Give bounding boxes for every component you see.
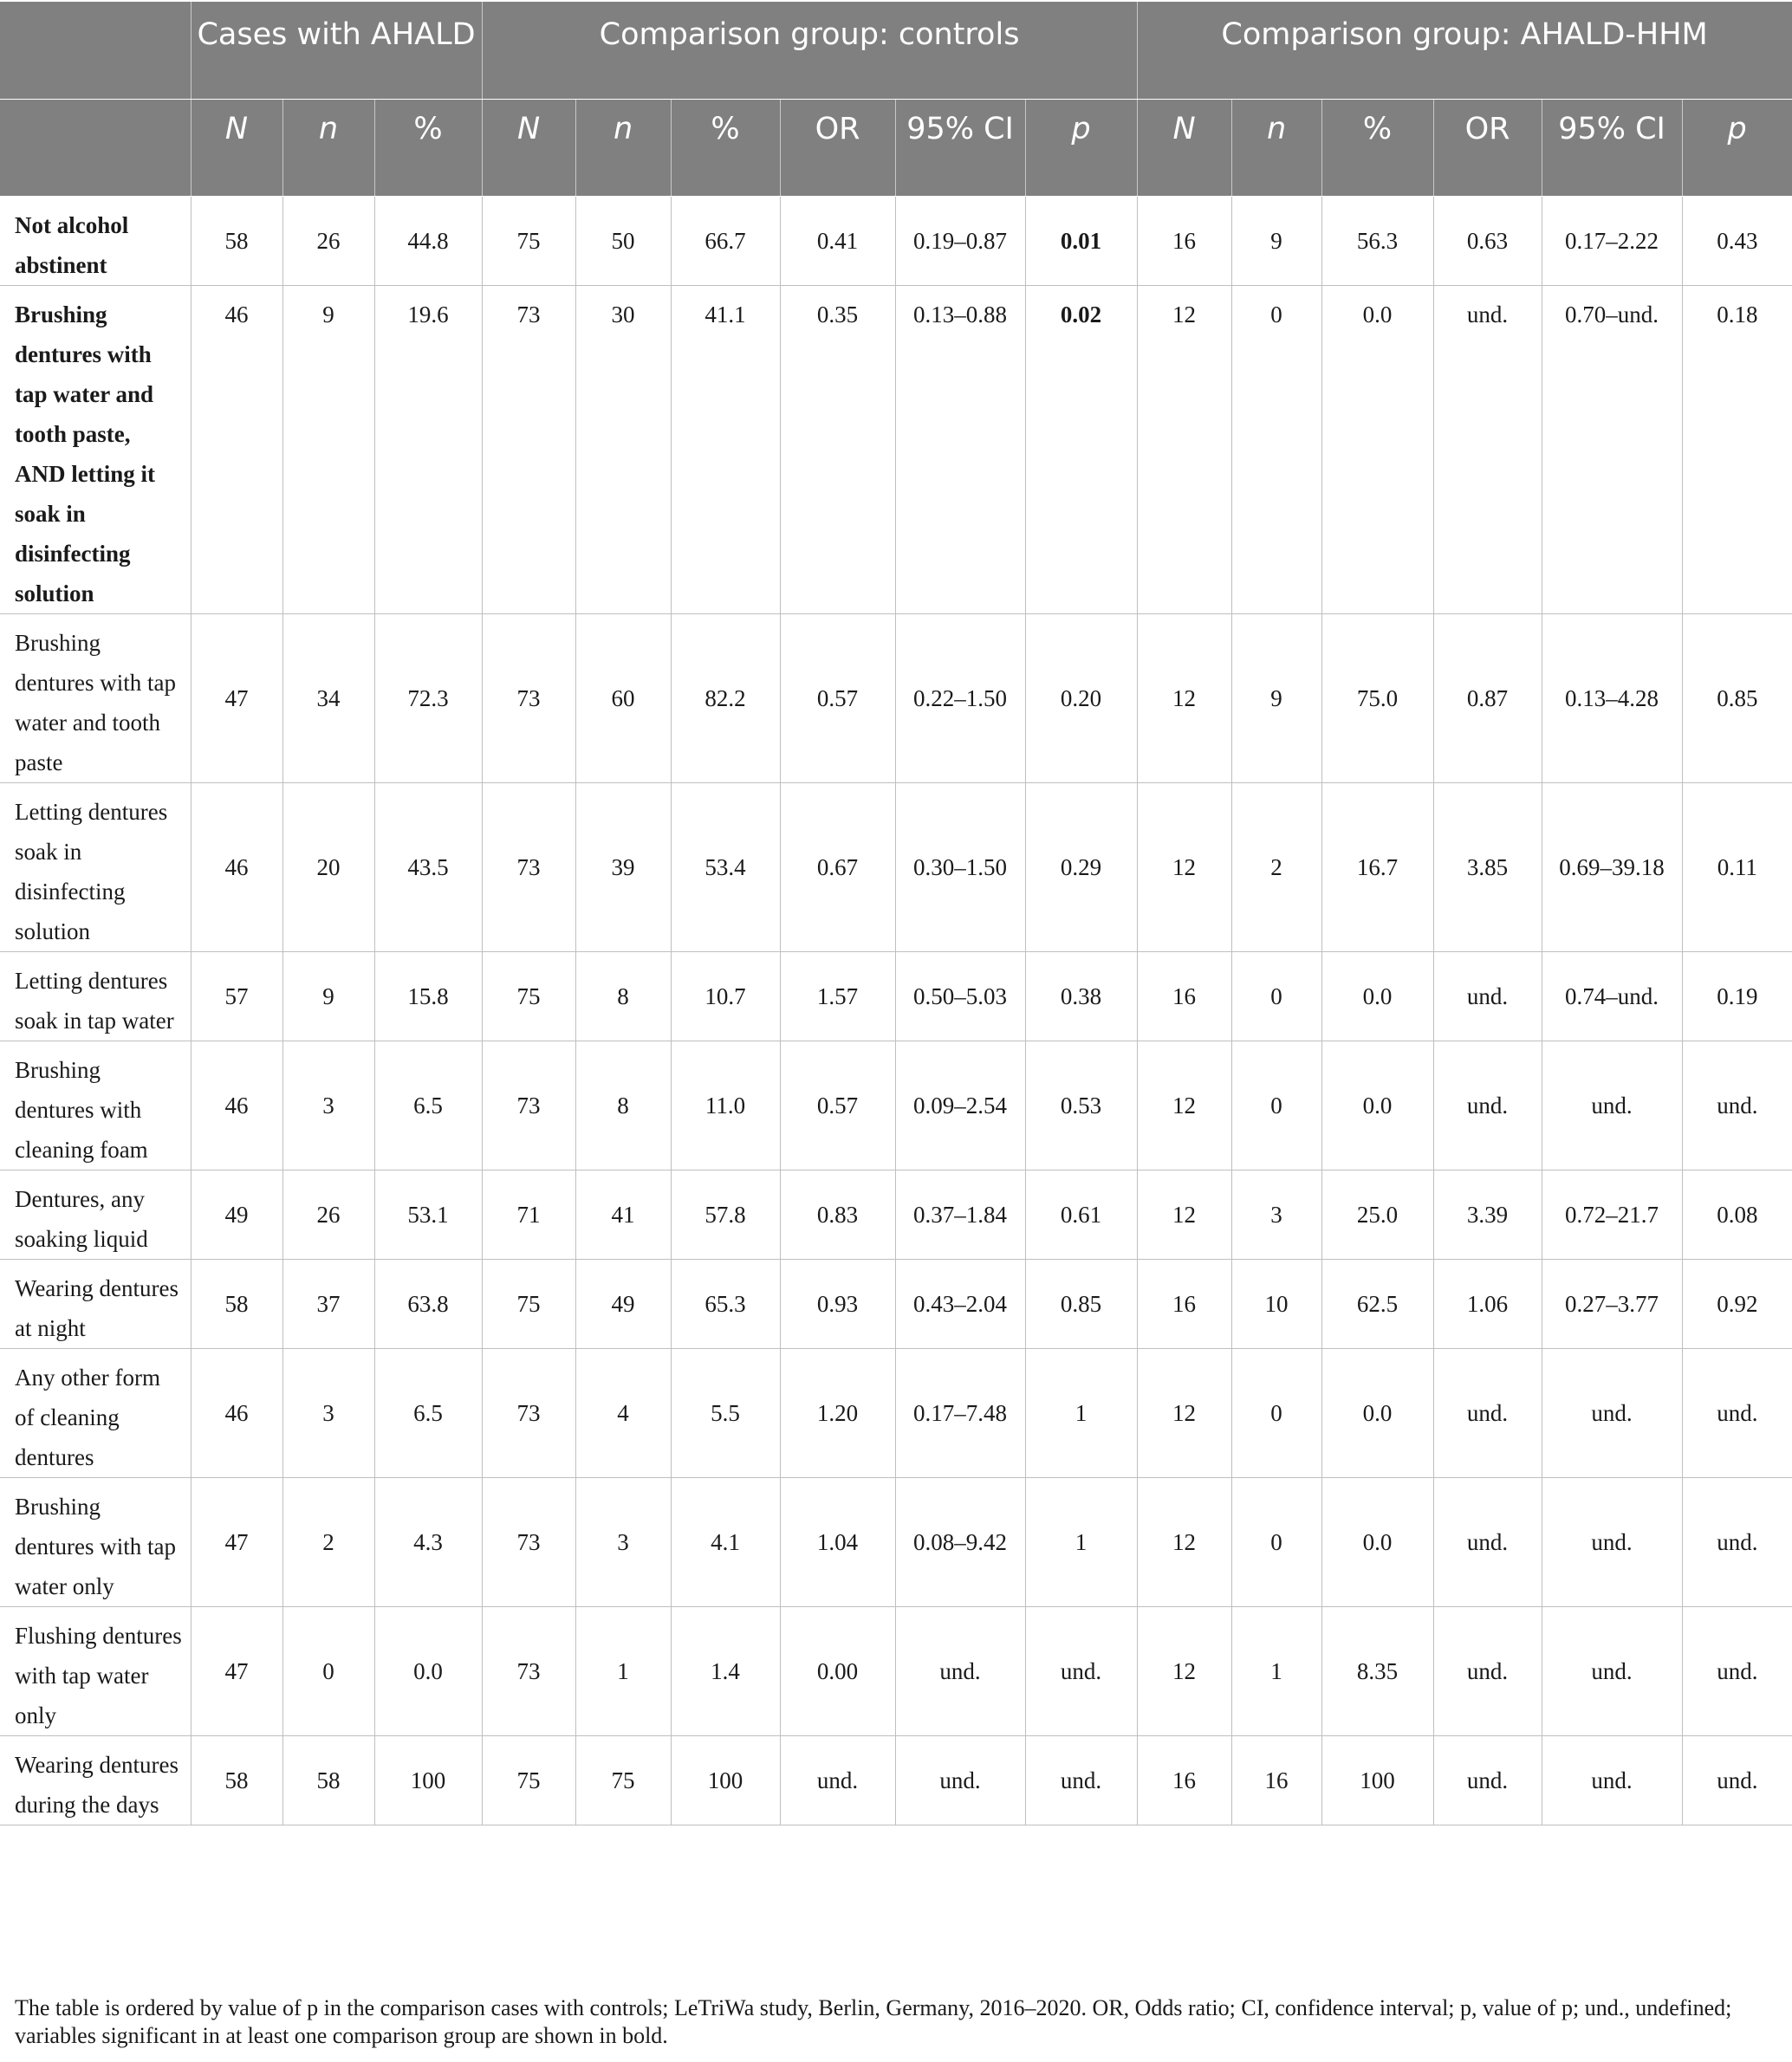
table-cell: 47 (191, 1477, 282, 1606)
table-cell: 50 (575, 196, 671, 285)
table-cell: 41.1 (671, 285, 780, 613)
table-row (0, 1477, 1792, 1606)
table-cell: 75 (575, 1735, 671, 1825)
table-cell: 37 (282, 1259, 374, 1348)
table-cell: 1.20 (780, 1348, 895, 1477)
table-cell: 3 (1231, 1170, 1321, 1259)
table-cell: 57 (191, 951, 282, 1041)
table-cell: 41 (575, 1170, 671, 1259)
table-cell: 65.3 (671, 1259, 780, 1348)
table-cell: 3.39 (1433, 1170, 1542, 1259)
table-cell: 0.41 (780, 196, 895, 285)
table-cell: 0.43–2.04 (895, 1259, 1025, 1348)
table-cell: 0.37–1.84 (895, 1170, 1025, 1259)
table-row (0, 1348, 1792, 1477)
table-cell: 0.27–3.77 (1542, 1259, 1682, 1348)
table-cell: und. (1682, 1606, 1792, 1735)
table-cell: 0 (282, 1606, 374, 1735)
table-cell: 46 (191, 1041, 282, 1170)
table-row (0, 613, 1792, 782)
table-cell: 73 (482, 1477, 575, 1606)
table-cell: 53.4 (671, 782, 780, 951)
table-cell: 56.3 (1321, 196, 1433, 285)
table-cell: 3 (575, 1477, 671, 1606)
table-cell: 15.8 (374, 951, 482, 1041)
table-cell: 82.2 (671, 613, 780, 782)
table-cell: 3 (282, 1041, 374, 1170)
row-label: Letting dentures soak in disinfecting solution (0, 782, 191, 951)
table-cell: 9 (1231, 613, 1321, 782)
table-cell: 0.57 (780, 1041, 895, 1170)
table-cell: 0.09–2.54 (895, 1041, 1025, 1170)
table-cell: 3.85 (1433, 782, 1542, 951)
table-cell: 0.0 (1321, 1041, 1433, 1170)
table-cell: 0.61 (1025, 1170, 1137, 1259)
table-cell: 16 (1137, 1259, 1231, 1348)
table-cell: 0.30–1.50 (895, 782, 1025, 951)
row-label: Brushing dentures with cleaning foam (0, 1041, 191, 1170)
table-cell: 3 (282, 1348, 374, 1477)
table-cell: 30 (575, 285, 671, 613)
table-row (0, 951, 1792, 1041)
table-cell: und. (1433, 951, 1542, 1041)
table-cell: 0.19 (1682, 951, 1792, 1041)
table-cell: 46 (191, 1348, 282, 1477)
column-header: n (1231, 99, 1321, 196)
table-cell: 1 (575, 1606, 671, 1735)
table-cell: 12 (1137, 285, 1231, 613)
header-hhm: Comparison group: AHALD-HHM (1137, 2, 1792, 99)
table-cell: 47 (191, 1606, 282, 1735)
results-table (0, 2, 1792, 1825)
table-cell: 0.72–21.7 (1542, 1170, 1682, 1259)
table-cell: und. (1433, 1606, 1542, 1735)
row-label: Brushing dentures with tap water and tooth paste, AND letting it soak in disinfecting solution (0, 285, 191, 613)
table-cell: 12 (1137, 1041, 1231, 1170)
table-cell: 0 (1231, 1477, 1321, 1606)
table-cell: 73 (482, 613, 575, 782)
table-cell: 9 (282, 285, 374, 613)
table-cell: und. (1682, 1041, 1792, 1170)
table-cell: 12 (1137, 1606, 1231, 1735)
table-cell: 0.18 (1682, 285, 1792, 613)
table-cell: 0.13–4.28 (1542, 613, 1682, 782)
table-cell: 12 (1137, 613, 1231, 782)
table-cell: 75 (482, 196, 575, 285)
table-cell: 0.19–0.87 (895, 196, 1025, 285)
table-row (0, 1735, 1792, 1825)
table-cell: 0.29 (1025, 782, 1137, 951)
table-cell: 71 (482, 1170, 575, 1259)
corner-cell-2 (0, 99, 191, 196)
table-cell: und. (1682, 1348, 1792, 1477)
table-row (0, 782, 1792, 951)
table-cell: 46 (191, 782, 282, 951)
table-cell: 0.11 (1682, 782, 1792, 951)
table-cell: 1 (1231, 1606, 1321, 1735)
table-cell: 0 (1231, 1041, 1321, 1170)
table-cell: 47 (191, 613, 282, 782)
table-cell: 0.43 (1682, 196, 1792, 285)
column-header: 95% CI (1542, 99, 1682, 196)
table-cell: und. (780, 1735, 895, 1825)
table-cell: 2 (1231, 782, 1321, 951)
table-cell: 0.00 (780, 1606, 895, 1735)
table-cell: 0.70–und. (1542, 285, 1682, 613)
table-cell: 0.0 (1321, 1477, 1433, 1606)
table-cell: 73 (482, 285, 575, 613)
table-cell: 75.0 (1321, 613, 1433, 782)
table-cell: 12 (1137, 782, 1231, 951)
table-cell: 0 (1231, 951, 1321, 1041)
table-cell: 0.92 (1682, 1259, 1792, 1348)
row-label: Wearing dentures during the days (0, 1735, 191, 1825)
table-cell: 9 (1231, 196, 1321, 285)
table-cell: 26 (282, 196, 374, 285)
table-cell: 49 (575, 1259, 671, 1348)
table-cell: 4.3 (374, 1477, 482, 1606)
column-header: N (191, 99, 282, 196)
table-cell: 25.0 (1321, 1170, 1433, 1259)
table-cell: 75 (482, 1735, 575, 1825)
table-cell: und. (1433, 1735, 1542, 1825)
table-cell: und. (1433, 1348, 1542, 1477)
table-cell: und. (1025, 1735, 1137, 1825)
table-cell: 0.17–2.22 (1542, 196, 1682, 285)
table-cell: 0.0 (374, 1606, 482, 1735)
table-cell: 0.63 (1433, 196, 1542, 285)
table-cell: 2 (282, 1477, 374, 1606)
table-cell: 19.6 (374, 285, 482, 613)
table-cell: 0 (1231, 1348, 1321, 1477)
table-body (0, 196, 1792, 1825)
table-cell: 0.57 (780, 613, 895, 782)
table-cell: 100 (1321, 1735, 1433, 1825)
table-cell: 1.57 (780, 951, 895, 1041)
table-cell: 0.20 (1025, 613, 1137, 782)
table-cell: 5.5 (671, 1348, 780, 1477)
table-cell: und. (1433, 1477, 1542, 1606)
corner-cell (0, 2, 191, 99)
table-row (0, 196, 1792, 285)
table-cell: 1 (1025, 1348, 1137, 1477)
column-header: n (282, 99, 374, 196)
table-row (0, 285, 1792, 613)
table-cell: 0.0 (1321, 951, 1433, 1041)
table-cell: 16.7 (1321, 782, 1433, 951)
table-cell: 75 (482, 951, 575, 1041)
row-label: Brushing dentures with tap water only (0, 1477, 191, 1606)
table-cell: 26 (282, 1170, 374, 1259)
table-cell: und. (1542, 1041, 1682, 1170)
table-cell: 34 (282, 613, 374, 782)
table-cell: und. (1682, 1735, 1792, 1825)
table-cell: 46 (191, 285, 282, 613)
table-cell: 10 (1231, 1259, 1321, 1348)
table-cell: 4 (575, 1348, 671, 1477)
column-header: n (575, 99, 671, 196)
table-cell: 1.04 (780, 1477, 895, 1606)
table-cell: und. (1433, 1041, 1542, 1170)
header-cases: Cases with AHALD (191, 2, 482, 99)
column-header: p (1025, 99, 1137, 196)
table-cell: 0.53 (1025, 1041, 1137, 1170)
table-cell: 12 (1137, 1477, 1231, 1606)
table-cell: und. (895, 1735, 1025, 1825)
table-cell: 6.5 (374, 1348, 482, 1477)
column-header: N (482, 99, 575, 196)
column-header-row (0, 99, 1792, 196)
table-cell: 58 (191, 1735, 282, 1825)
table-cell: und. (1542, 1735, 1682, 1825)
column-header: OR (780, 99, 895, 196)
table-cell: 100 (374, 1735, 482, 1825)
table-cell: 0.38 (1025, 951, 1137, 1041)
table-cell: 73 (482, 1041, 575, 1170)
row-label: Any other form of cleaning dentures (0, 1348, 191, 1477)
table-cell: und. (1542, 1606, 1682, 1735)
table-cell: und. (1025, 1606, 1137, 1735)
table-cell: 12 (1137, 1170, 1231, 1259)
table-cell: 16 (1231, 1735, 1321, 1825)
table-cell: 1.4 (671, 1606, 780, 1735)
table-cell: 0.83 (780, 1170, 895, 1259)
table-cell: 0.85 (1025, 1259, 1137, 1348)
table-cell: 0.69–39.18 (1542, 782, 1682, 951)
table-cell: 63.8 (374, 1259, 482, 1348)
table-footnote: The table is ordered by value of p in the comparison cases with controls; LeTriWa study, Berlin, Germany, 2016–2020. OR, Odds ratio; CI, confidence interval; p, value of p; und., undefined; variables significant in at least one comparison group are shown in bold. (15, 1995, 1732, 2048)
row-label: Dentures, any soaking liquid (0, 1170, 191, 1259)
table-cell: 12 (1137, 1348, 1231, 1477)
table-cell: 1.06 (1433, 1259, 1542, 1348)
table-cell: 0.08 (1682, 1170, 1792, 1259)
group-header-row (0, 2, 1792, 99)
row-label: Wearing dentures at night (0, 1259, 191, 1348)
table-cell: 0.0 (1321, 1348, 1433, 1477)
table-row (0, 1606, 1792, 1735)
table-cell: und. (1433, 285, 1542, 613)
column-header: N (1137, 99, 1231, 196)
table-cell: 100 (671, 1735, 780, 1825)
column-header: 95% CI (895, 99, 1025, 196)
table-cell: 0.93 (780, 1259, 895, 1348)
table-cell: 0.22–1.50 (895, 613, 1025, 782)
table-cell: 57.8 (671, 1170, 780, 1259)
table-cell: 0.67 (780, 782, 895, 951)
table-row (0, 1041, 1792, 1170)
table-cell: 0 (1231, 285, 1321, 613)
table-cell: 16 (1137, 196, 1231, 285)
table-cell: 43.5 (374, 782, 482, 951)
column-header: % (374, 99, 482, 196)
table-cell: 73 (482, 1348, 575, 1477)
table-cell: 20 (282, 782, 374, 951)
table-cell: 0.01 (1025, 196, 1137, 285)
row-label: Not alcohol abstinent (0, 196, 191, 285)
table-cell: 0.35 (780, 285, 895, 613)
table-cell: 0.13–0.88 (895, 285, 1025, 613)
table-cell: und. (1542, 1477, 1682, 1606)
table-cell: 66.7 (671, 196, 780, 285)
table-cell: 16 (1137, 1735, 1231, 1825)
table-cell: 58 (191, 196, 282, 285)
row-label: Brushing dentures with tap water and tooth paste (0, 613, 191, 782)
table-cell: 0.02 (1025, 285, 1137, 613)
table-cell: 0.87 (1433, 613, 1542, 782)
table-cell: 73 (482, 1606, 575, 1735)
table-cell: und. (1542, 1348, 1682, 1477)
table-cell: 16 (1137, 951, 1231, 1041)
table-cell: 0.74–und. (1542, 951, 1682, 1041)
table-cell: 8.35 (1321, 1606, 1433, 1735)
column-header: OR (1433, 99, 1542, 196)
table-cell: 6.5 (374, 1041, 482, 1170)
table-cell: 4.1 (671, 1477, 780, 1606)
table-cell: und. (895, 1606, 1025, 1735)
table-cell: 9 (282, 951, 374, 1041)
table-cell: 58 (282, 1735, 374, 1825)
table-cell: 53.1 (374, 1170, 482, 1259)
table-cell: 0.0 (1321, 285, 1433, 613)
table-row (0, 1170, 1792, 1259)
table-cell: 0.17–7.48 (895, 1348, 1025, 1477)
table-cell: und. (1682, 1477, 1792, 1606)
column-header: % (1321, 99, 1433, 196)
table-cell: 1 (1025, 1477, 1137, 1606)
table-cell: 0.08–9.42 (895, 1477, 1025, 1606)
table-cell: 0.85 (1682, 613, 1792, 782)
row-label: Letting dentures soak in tap water (0, 951, 191, 1041)
header-controls: Comparison group: controls (482, 2, 1137, 99)
table-cell: 72.3 (374, 613, 482, 782)
table-cell: 8 (575, 1041, 671, 1170)
table-cell: 0.50–5.03 (895, 951, 1025, 1041)
table-cell: 10.7 (671, 951, 780, 1041)
column-header: p (1682, 99, 1792, 196)
table-cell: 39 (575, 782, 671, 951)
table-cell: 44.8 (374, 196, 482, 285)
table-cell: 60 (575, 613, 671, 782)
table-cell: 75 (482, 1259, 575, 1348)
table-cell: 8 (575, 951, 671, 1041)
table-cell: 49 (191, 1170, 282, 1259)
table-row (0, 1259, 1792, 1348)
table-cell: 11.0 (671, 1041, 780, 1170)
table-cell: 58 (191, 1259, 282, 1348)
table-cell: 73 (482, 782, 575, 951)
row-label: Flushing dentures with tap water only (0, 1606, 191, 1735)
table-cell: 62.5 (1321, 1259, 1433, 1348)
column-header: % (671, 99, 780, 196)
